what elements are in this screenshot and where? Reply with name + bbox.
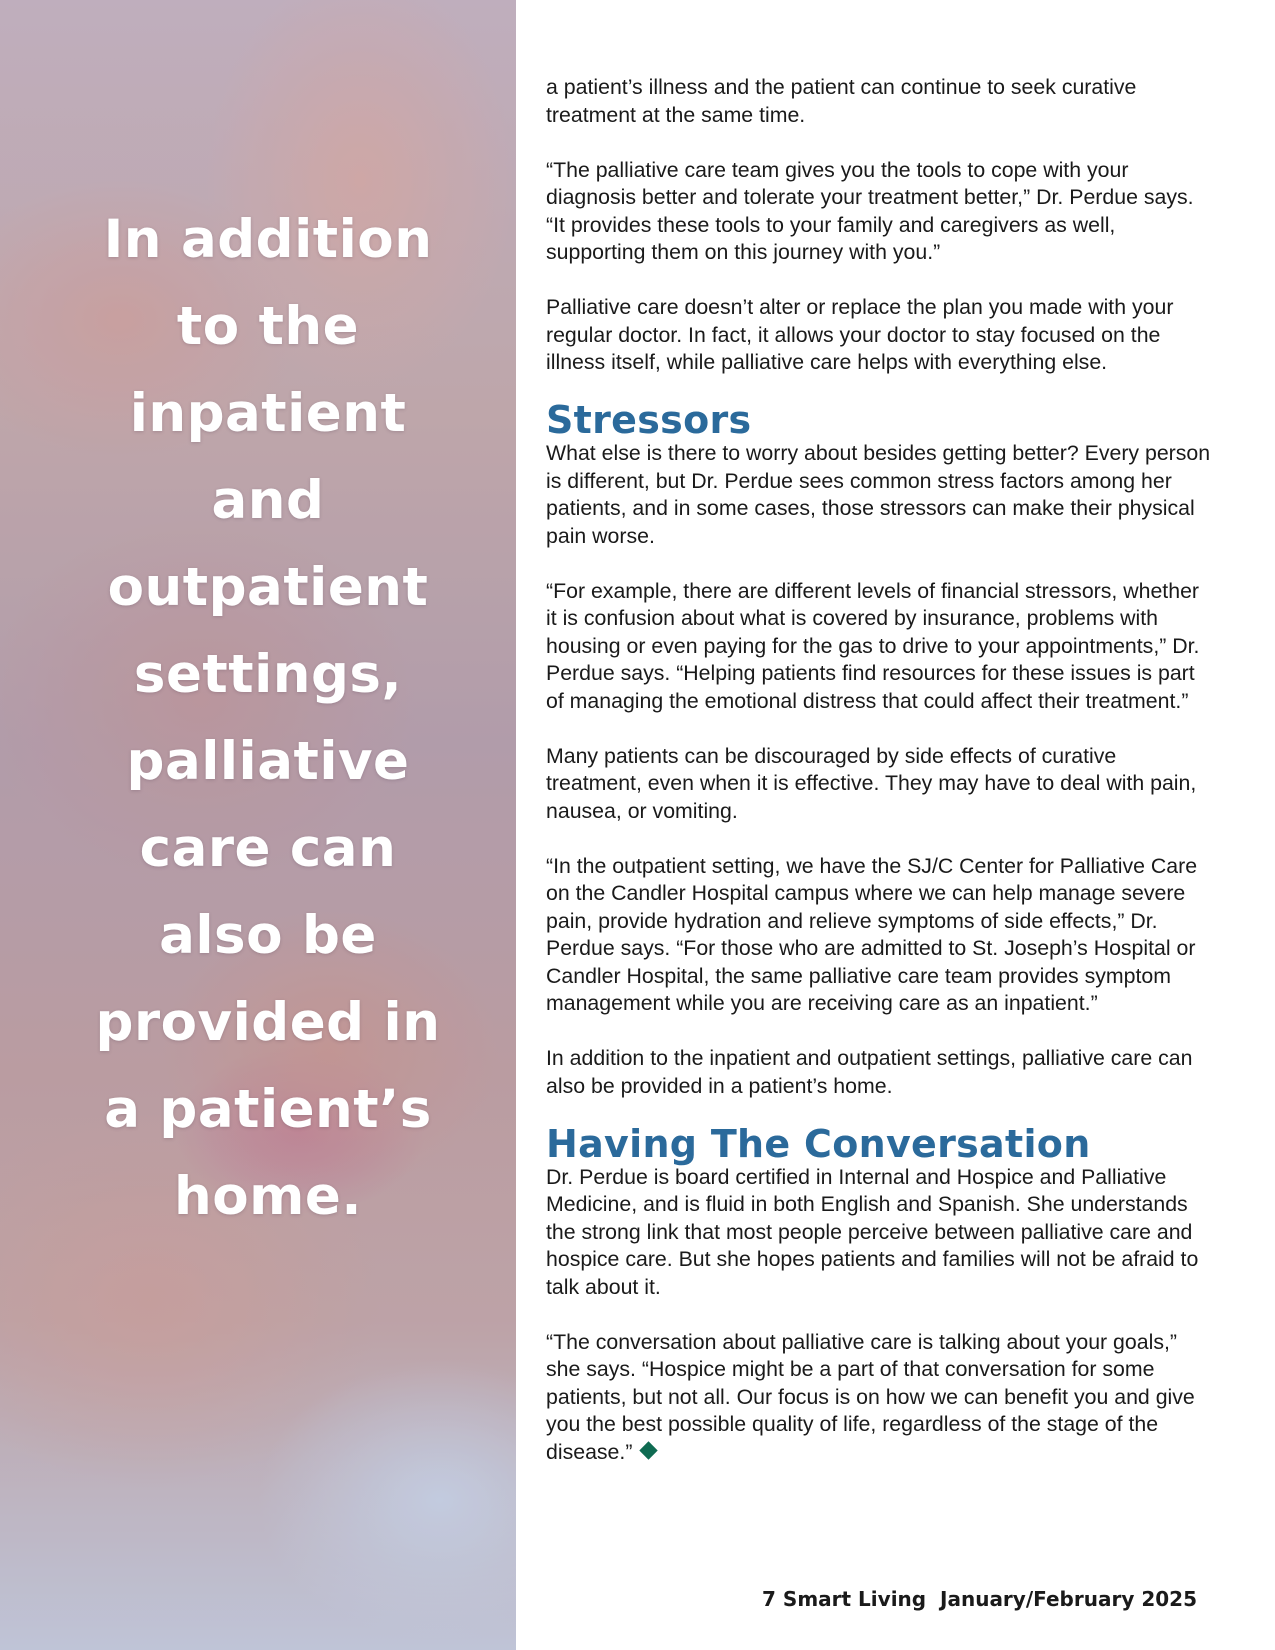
paragraph: “The palliative care team gives you the tools to cope with your diagnosis better and tolerate your treatment better,” Dr. Perdue says. “It provides these tools to your family and caregivers as well, supporting them on this journey with you.” [546,157,1194,264]
closing-paragraph [546,1329,1212,1467]
paragraph: “For example, there are different levels of financial stressors, whether it is confusion about what is covered by insurance, problems with housing or even paying for the gas to drive to your appointments,” Dr. Perdue says. “Helping patients find resources for these issues is part of managing the emotional distress that could affect their treatment.” [546,578,1200,713]
paragraph: a patient’s illness and the patient can continue to seek curative treatment at the same time. [546,75,1137,127]
section-heading-conversation: Having The Conversation [546,1121,1091,1166]
paragraph: In addition to the inpatient and outpatient settings, palliative care can also be provided in a patient’s home. [546,1046,1193,1098]
article-body [546,74,1212,1466]
section-heading-stressors: Stressors [546,398,752,442]
paragraph: Many patients can be discouraged by side effects of curative treatment, even when it is effective. They may have to deal with pain, nausea, or vomiting. [546,743,1197,823]
pull-quote: In addition to the inpatient and outpatient settings, palliative care can also be provided in a patient’s home. [95,209,441,1227]
hands-photo [0,0,516,1650]
page-footer: 7 Smart Living January/February 2025 [762,1587,1197,1611]
closing-paragraph-text: “The conversation about palliative care is talking about your goals,” she says. “Hospice might be a part of that conversation for some patients, but not all. Our focus is on how we can benefit you and give you the best possible quality of life, regardless of the stage of the disease.” [546,1329,1195,1464]
paragraph: Dr. Perdue is board certified in Internal and Hospice and Palliative Medicine, and is fluid in both English and Spanish. She understands the strong link that most people perceive between palliative care and hospice care. But she hopes patients and families will not be afraid to talk about it. [546,1164,1199,1299]
paragraph: “In the outpatient setting, we have the SJ/C Center for Palliative Care on the Candler Hospital campus where we can help manage severe pain, provide hydration and relieve symptoms of side effects,” Dr. Perdue says. “For those who are admitted to St. Joseph’s Hospital or Candler Hospital, the same palliative care team provides symptom management while you are receiving care as an inpatient.” [546,853,1198,1015]
end-mark-diamond-icon [640,1441,658,1459]
paragraph: What else is there to worry about besides getting better? Every person is different, but Dr. Perdue sees common stress factors among her patients, and in some cases, those stressors can make their physical pain worse. [546,441,1211,548]
paragraph: Palliative care doesn’t alter or replace the plan you made with your regular doctor. In fact, it allows your doctor to stay focused on the illness itself, while palliative care helps with everything else. [546,295,1174,374]
